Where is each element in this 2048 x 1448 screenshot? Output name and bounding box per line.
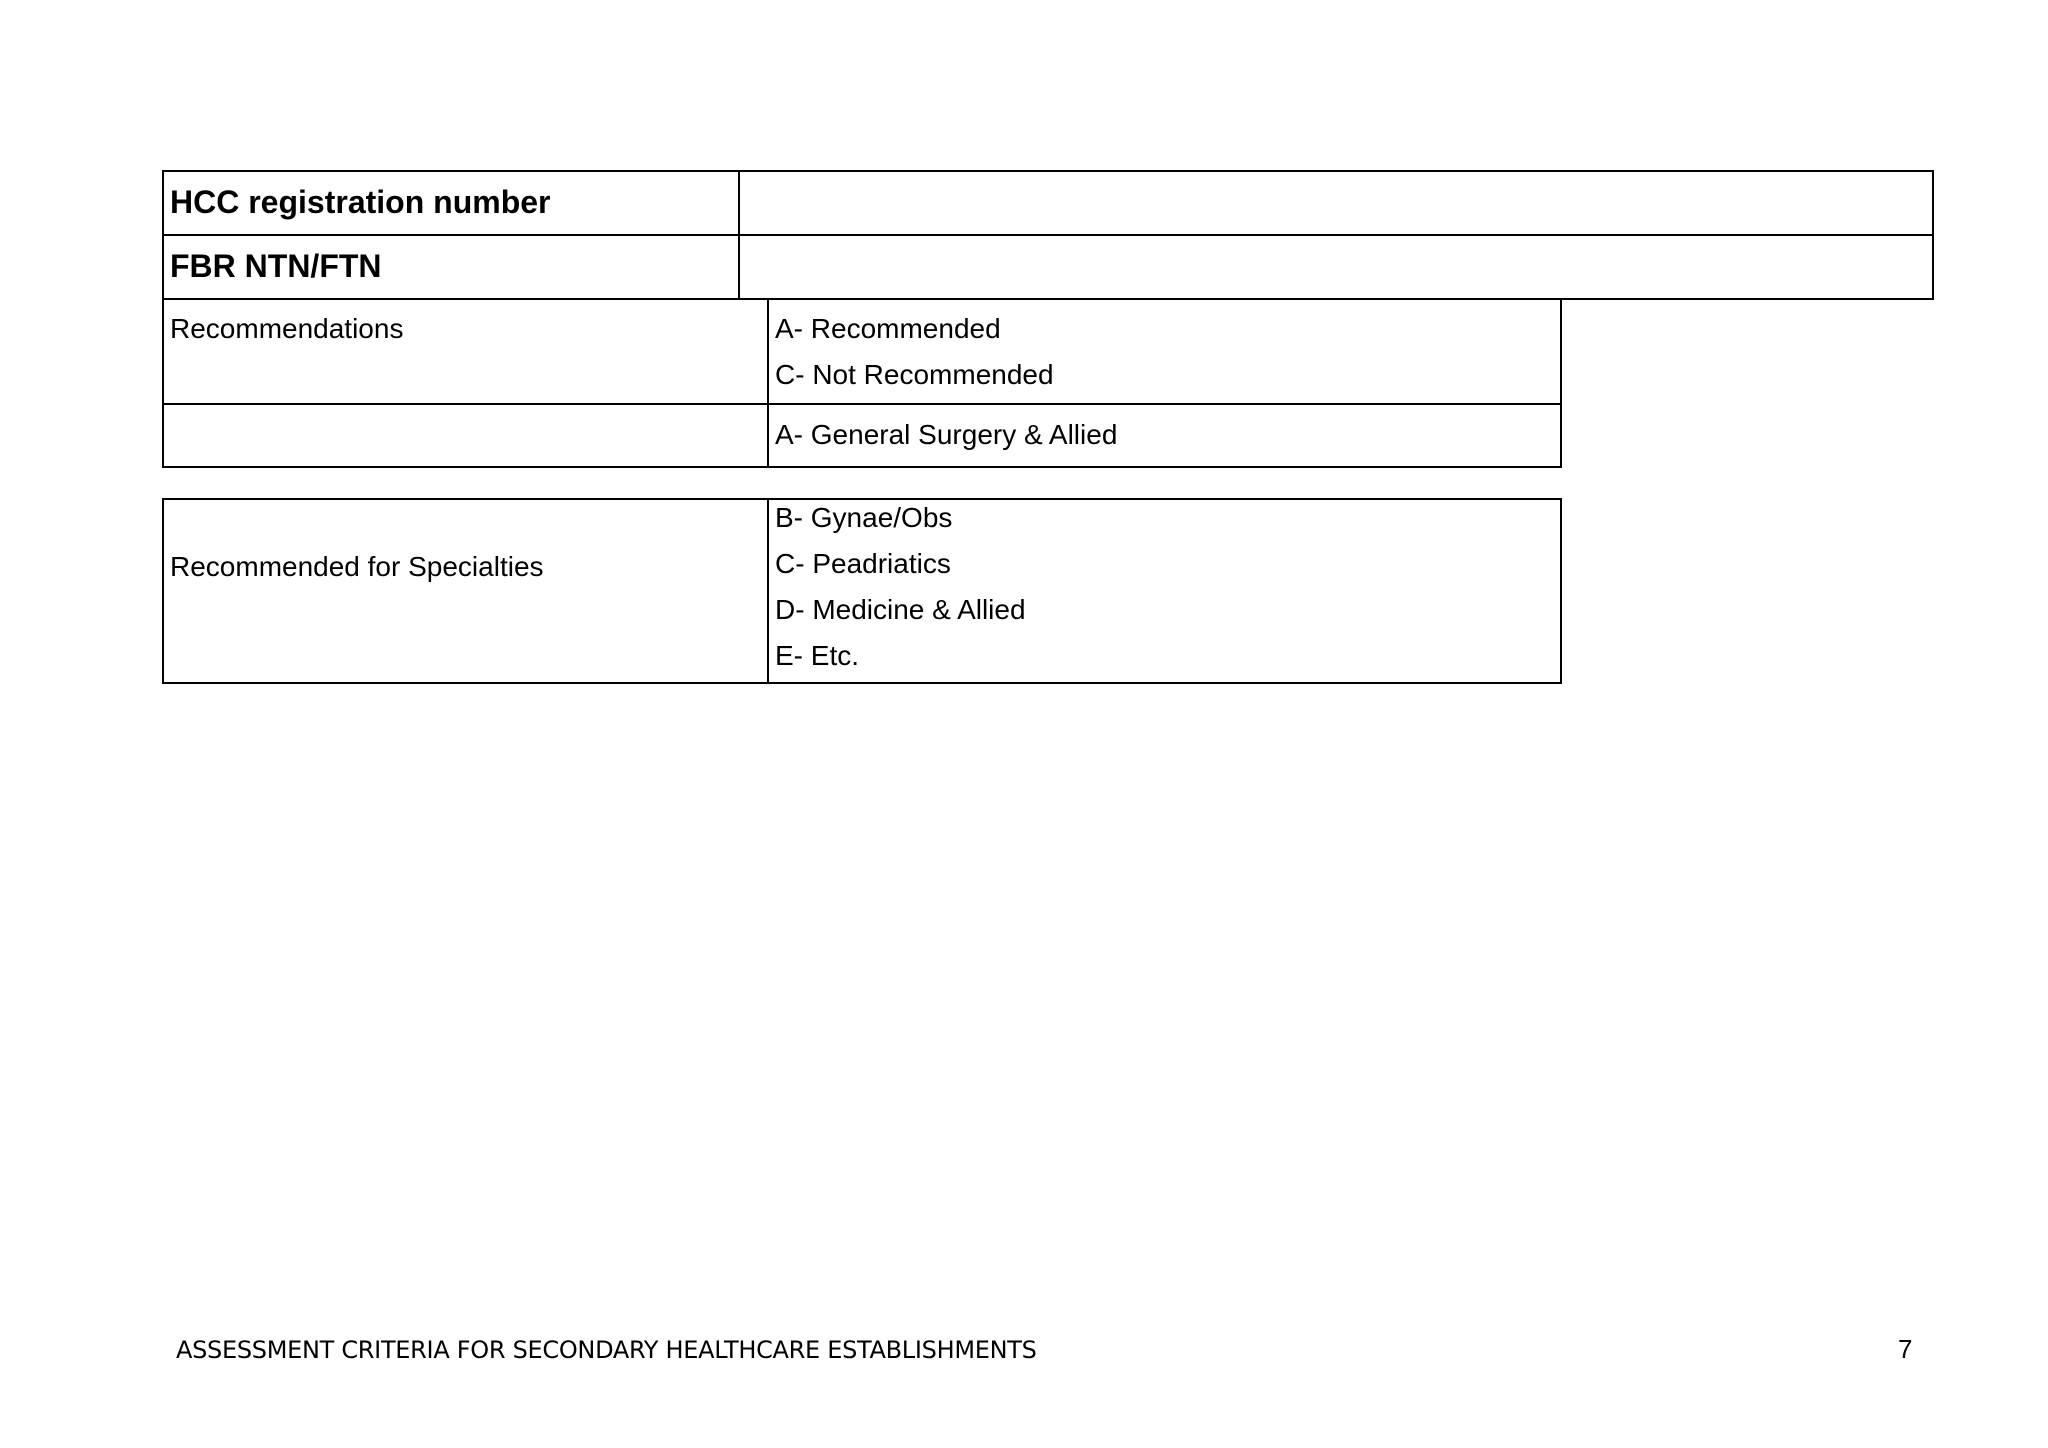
specialties-col-divider [767, 498, 769, 684]
option-not-recommended: C- Not Recommended [775, 359, 1054, 390]
fbr-ntn-label: FBR NTN/FTN [170, 248, 382, 284]
recommendations-col-divider [767, 298, 769, 468]
page-number: 7 [1898, 1334, 1913, 1364]
option-general-surgery: A- General Surgery & Allied [775, 419, 1118, 450]
option-recommended: A- Recommended [775, 313, 1001, 344]
option-medicine-allied: D- Medicine & Allied [775, 594, 1026, 625]
option-gynae-obs: B- Gynae/Obs [775, 502, 953, 533]
recommendations-label: Recommendations [170, 313, 404, 344]
footer-title: ASSESSMENT CRITERIA FOR SECONDARY HEALTHCARE ESTABLISHMENTS [176, 1336, 1037, 1364]
specialties-label: Recommended for Specialties [170, 551, 544, 582]
option-etc: E- Etc. [775, 640, 860, 671]
registration-row-divider [162, 234, 1934, 236]
hcc-registration-label: HCC registration number [170, 184, 551, 220]
registration-col-divider [738, 170, 740, 300]
option-peadriatics: C- Peadriatics [775, 548, 951, 579]
recommendations-row-divider [162, 403, 1562, 405]
